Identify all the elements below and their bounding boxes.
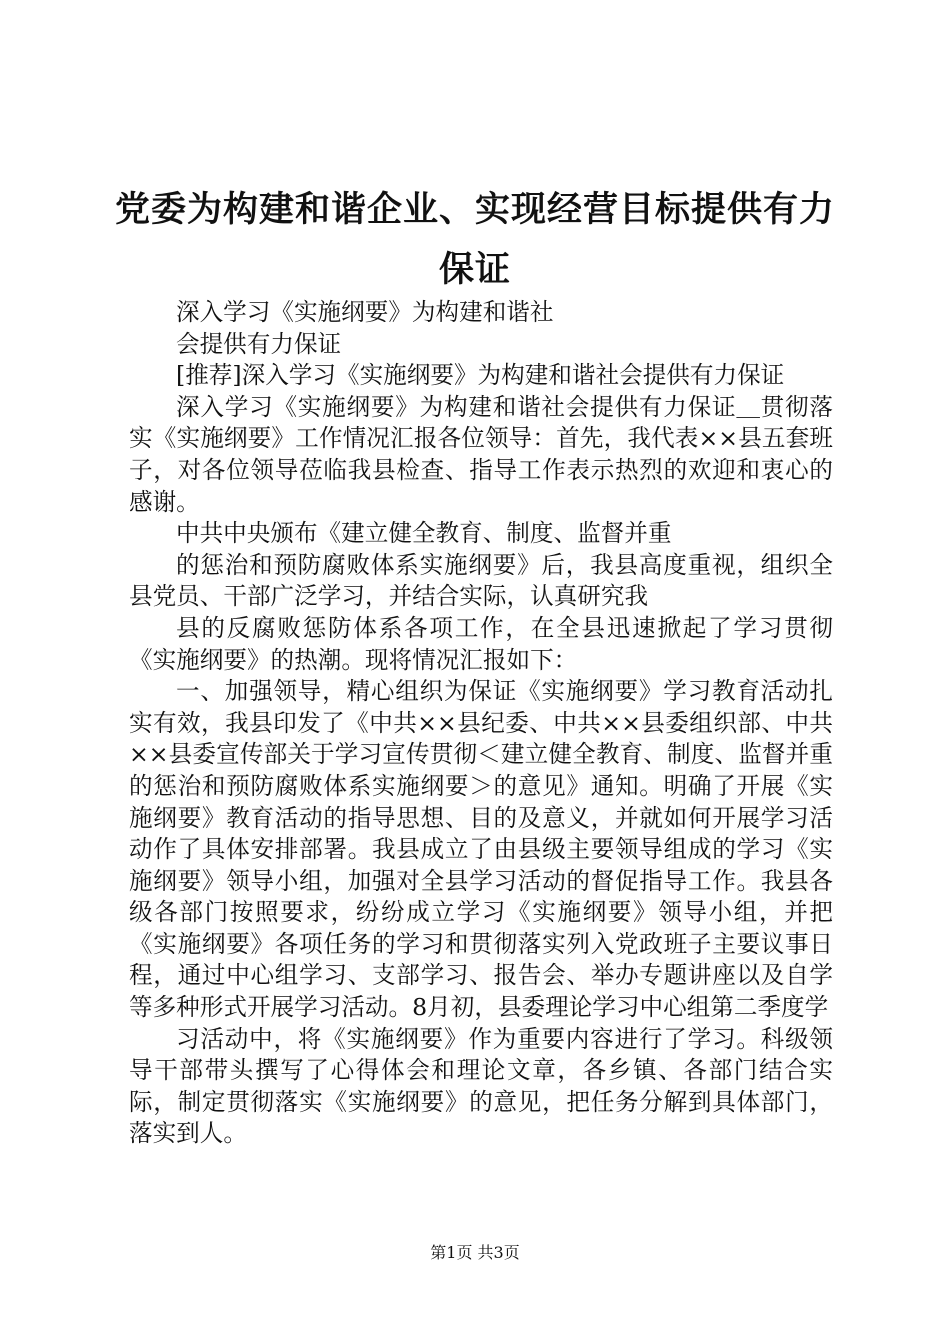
paragraph: 会提供有力保证	[176, 329, 342, 358]
document-title: 党委为构建和谐企业、实现经营目标提供有力保证	[114, 189, 835, 290]
paragraph: 中共中央颁布《建立健全教育、制度、监督并重	[176, 519, 672, 548]
paragraph: [推荐]深入学习《实施纲要》为构建和谐社会提供有力保证	[176, 361, 785, 390]
paragraph: 的惩治和预防腐败体系实施纲要》后，我县高度重视，组织全县党员、干部广泛学习，并结合实际，认真研究我	[129, 550, 833, 611]
page-footer: 第1页 共3页	[430, 1243, 520, 1262]
paragraph: 县的反腐败惩防体系各项工作，在全县迅速掀起了学习贯彻《实施纲要》的热潮。现将情况汇报如下：	[129, 613, 833, 674]
paragraph: 一、加强领导，精心组织为保证《实施纲要》学习教育活动扎实有效，我县印发了《中共××县纪委、中共××县委组织部、中共××县委宣传部关于学习宣传贯彻＜建立健全教育、制度、监督并重的惩治和预防腐败体系实施纲要＞的意见》通知。明确了开展《实施纲要》教育活动的指导思想、目的及意义，并就如何开展学习活动作了具体安排部署。我县成立了由县级主要领导组成的学习《实施纲要》领导小组，加强对全县学习活动的督促指导工作。我县各级各部门按照要求，纷纷成立学习《实施纲要》领导小组，并把《实施纲要》各项任务的学习和贯彻落实列入党政班子主要议事日程，通过中心组学习、支部学习、报告会、举办专题讲座以及自学等多种形式开展学习活动。8月初，县委理论学习中心组第二季度学	[129, 677, 833, 1022]
paragraph: 深入学习《实施纲要》为构建和谐社	[176, 298, 554, 326]
paragraph: 习活动中，将《实施纲要》作为重要内容进行了学习。科级领导干部带头撰写了心得体会和理论文章，各乡镇、各部门结合实际，制定贯彻落实《实施纲要》的意见，把任务分解到具体部门，落实到人。	[129, 1024, 833, 1148]
paragraph: 深入学习《实施纲要》为构建和谐社会提供有力保证＿贯彻落实《实施纲要》工作情况汇报各位领导：首先，我代表××县五套班子，对各位领导莅临我县检查、指导工作表示热烈的欢迎和衷心的感谢。	[129, 392, 833, 516]
document-body	[129, 297, 833, 1150]
